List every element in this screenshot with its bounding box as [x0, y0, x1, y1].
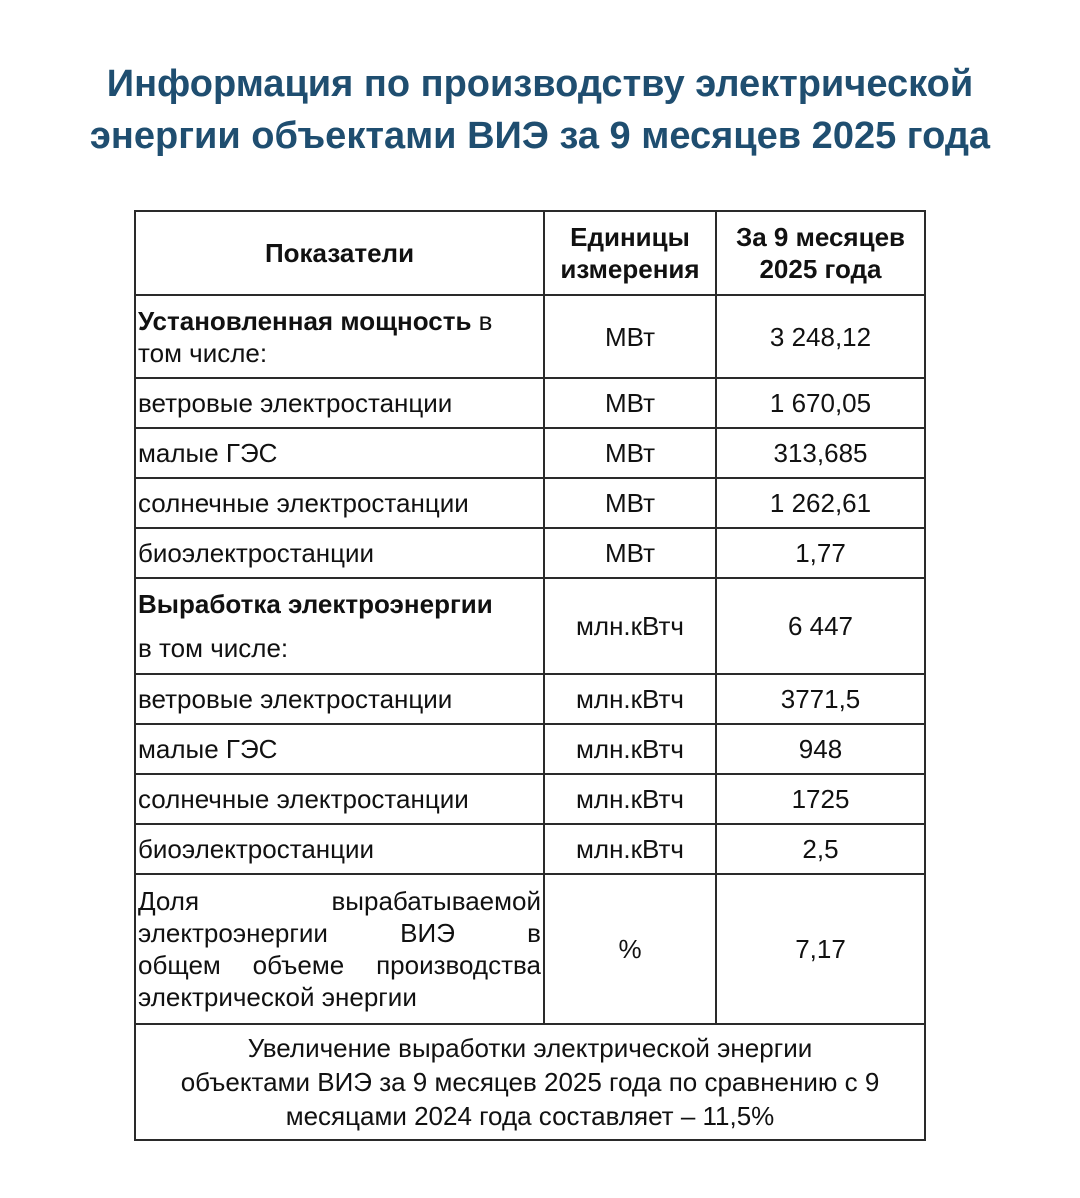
header-period-line2: 2025 года [759, 254, 882, 284]
note-line2: объектами ВИЭ за 9 месяцев 2025 года по сравнению с 9 [180, 1067, 880, 1097]
row-value: 948 [716, 724, 925, 774]
note-line3: месяцами 2024 года составляет – 11,5% [285, 1101, 775, 1131]
page-title [0, 58, 1080, 162]
share-label-line3: общем объеме производства [138, 950, 541, 980]
row-unit: млн.кВтч [544, 724, 716, 774]
table-row [135, 824, 925, 874]
share-label [135, 874, 544, 1024]
row-unit: МВт [544, 378, 716, 428]
generation-label-line2: в том числе: [138, 633, 289, 663]
capacity-value: 3 248,12 [716, 295, 925, 378]
header-unit-line2: измерения [560, 254, 700, 284]
share-unit: % [544, 874, 716, 1024]
row-unit: млн.кВтч [544, 824, 716, 874]
share-label-line2: электроэнергии ВИЭ в [138, 918, 541, 948]
note-line1: Увеличение выработки электрической энергии [247, 1033, 813, 1063]
capacity-label-bold: Установленная мощность [138, 305, 472, 336]
row-unit: МВт [544, 428, 716, 478]
row-value: 2,5 [716, 824, 925, 874]
share-label-line4: электрической энергии [138, 982, 417, 1012]
generation-unit: млн.кВтч [544, 578, 716, 674]
note-row [135, 1024, 925, 1140]
row-name: ветровые электростанции [135, 378, 544, 428]
capacity-label [135, 295, 544, 378]
share-value: 7,17 [716, 874, 925, 1024]
generation-value: 6 447 [716, 578, 925, 674]
row-name: биоэлектростанции [135, 528, 544, 578]
capacity-label-line2: том числе: [138, 337, 268, 368]
header-indicator: Показатели [135, 211, 544, 295]
row-name: ветровые электростанции [135, 674, 544, 724]
table-row [135, 378, 925, 428]
capacity-unit: МВт [544, 295, 716, 378]
table-row [135, 724, 925, 774]
generation-label [135, 578, 544, 674]
row-unit: МВт [544, 528, 716, 578]
table-row [135, 478, 925, 528]
capacity-total-row [135, 295, 925, 378]
row-name: биоэлектростанции [135, 824, 544, 874]
note-cell [135, 1024, 925, 1140]
header-row [135, 211, 925, 295]
page-title-line1: Информация по производству электрической [106, 63, 974, 105]
row-unit: млн.кВтч [544, 774, 716, 824]
capacity-label-rest: в [471, 305, 493, 336]
row-value: 3771,5 [716, 674, 925, 724]
header-unit-line1: Единицы [570, 222, 690, 252]
generation-total-row [135, 578, 925, 674]
row-unit: млн.кВтч [544, 674, 716, 724]
header-period-line1: За 9 месяцев [735, 222, 906, 252]
row-name: солнечные электростанции [135, 478, 544, 528]
row-name: малые ГЭС [135, 428, 544, 478]
row-value: 1725 [716, 774, 925, 824]
renewables-table [134, 210, 926, 1141]
table-row [135, 674, 925, 724]
share-label-line1: Доля вырабатываемой [138, 886, 541, 916]
row-value: 313,685 [716, 428, 925, 478]
page-title-line2: энергии объектами ВИЭ за 9 месяцев 2025 года [89, 115, 991, 157]
table-row [135, 428, 925, 478]
row-value: 1,77 [716, 528, 925, 578]
share-row [135, 874, 925, 1024]
generation-label-bold: Выработка электроэнергии [138, 589, 493, 619]
header-unit [544, 211, 716, 295]
table-row [135, 774, 925, 824]
row-value: 1 670,05 [716, 378, 925, 428]
row-name: малые ГЭС [135, 724, 544, 774]
row-unit: МВт [544, 478, 716, 528]
row-value: 1 262,61 [716, 478, 925, 528]
header-period [716, 211, 925, 295]
row-name: солнечные электростанции [135, 774, 544, 824]
table-row [135, 528, 925, 578]
